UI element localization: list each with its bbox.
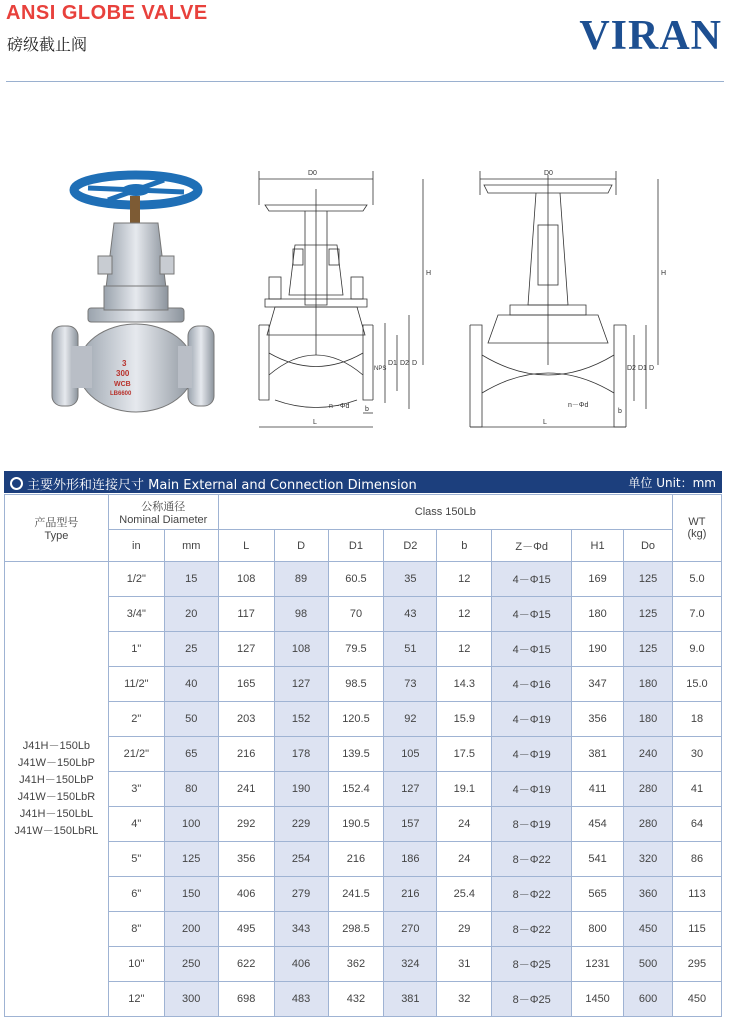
table-cell: 24 xyxy=(437,842,492,877)
table-cell: 240 xyxy=(624,737,673,772)
table-cell: 250 xyxy=(164,947,218,982)
table-cell: 152.4 xyxy=(328,772,384,807)
unit-label: 单位 Unit：mm xyxy=(628,476,716,490)
table-cell: 32 xyxy=(437,982,492,1017)
label-nphid: n－Φd xyxy=(329,403,350,410)
table-cell: 98 xyxy=(274,597,328,632)
table-cell: 3" xyxy=(108,772,164,807)
table-cell: 216 xyxy=(384,877,437,912)
table-cell: 108 xyxy=(274,632,328,667)
photo-marking-4: LB6600 xyxy=(110,391,132,397)
table-cell: 4－Φ19 xyxy=(492,702,572,737)
table-cell: 180 xyxy=(624,702,673,737)
table-cell: 300 xyxy=(164,982,218,1017)
table-cell: 800 xyxy=(572,912,624,947)
type-model: J41H－150LbP xyxy=(19,774,94,786)
table-cell: 565 xyxy=(572,877,624,912)
table-cell: 8" xyxy=(108,912,164,947)
section-title xyxy=(10,474,417,493)
table-cell: 169 xyxy=(572,562,624,597)
table-cell: 60.5 xyxy=(328,562,384,597)
table-row xyxy=(5,702,722,737)
table-cell: 8－Φ25 xyxy=(492,982,572,1017)
table-cell: 40 xyxy=(164,667,218,702)
page-title: ANSI GLOBE VALVE xyxy=(6,2,208,24)
table-cell: 30 xyxy=(672,737,721,772)
valve-drawing-section xyxy=(458,165,678,435)
type-model: J41W－150LbRL xyxy=(14,825,99,837)
column-header: b xyxy=(437,530,492,562)
photo-marking-2: 300 xyxy=(116,369,130,378)
table-cell: 152 xyxy=(274,702,328,737)
table-cell: 15.9 xyxy=(437,702,492,737)
table-cell: 698 xyxy=(218,982,274,1017)
table-row xyxy=(5,737,722,772)
table-cell: 125 xyxy=(624,632,673,667)
table-cell: 64 xyxy=(672,807,721,842)
type-model: J41H－150Lb xyxy=(22,740,91,752)
label-d2-2: D2 xyxy=(627,365,636,372)
table-row xyxy=(5,842,722,877)
table-cell: 4－Φ15 xyxy=(492,562,572,597)
table-cell: 127 xyxy=(274,667,328,702)
table-row xyxy=(5,807,722,842)
table-row xyxy=(5,632,722,667)
table-cell: 3/4" xyxy=(108,597,164,632)
table-cell: 80 xyxy=(164,772,218,807)
table-cell: 280 xyxy=(624,772,673,807)
table-row xyxy=(5,877,722,912)
table-cell: 113 xyxy=(672,877,721,912)
label-h: H xyxy=(426,270,432,277)
header-type xyxy=(5,495,109,562)
table-cell: 127 xyxy=(218,632,274,667)
label-l: L xyxy=(313,419,317,426)
table-cell: 411 xyxy=(572,772,624,807)
table-cell: 108 xyxy=(218,562,274,597)
table-cell: 347 xyxy=(572,667,624,702)
table-cell: 125 xyxy=(624,562,673,597)
table-cell: 18 xyxy=(672,702,721,737)
table-cell: 292 xyxy=(218,807,274,842)
table-cell: 157 xyxy=(384,807,437,842)
table-cell: 120.5 xyxy=(328,702,384,737)
table-cell: 165 xyxy=(218,667,274,702)
table-cell: 65 xyxy=(164,737,218,772)
table-cell: 5.0 xyxy=(672,562,721,597)
table-cell: 70 xyxy=(328,597,384,632)
table-row xyxy=(5,772,722,807)
valve-drawing-front xyxy=(245,165,445,435)
label-nps: NPS xyxy=(374,366,387,372)
type-cell xyxy=(5,562,109,1017)
table-cell: 203 xyxy=(218,702,274,737)
table-cell: 73 xyxy=(384,667,437,702)
table-cell: 8－Φ22 xyxy=(492,877,572,912)
table-cell: 41 xyxy=(672,772,721,807)
table-cell: 356 xyxy=(572,702,624,737)
table-cell: 200 xyxy=(164,912,218,947)
table-cell: 450 xyxy=(624,912,673,947)
section-title-text: 主要外形和连接尺寸 Main External and Connection Dimension xyxy=(27,478,417,493)
table-cell: 15 xyxy=(164,562,218,597)
table-cell: 4－Φ15 xyxy=(492,632,572,667)
table-cell: 92 xyxy=(384,702,437,737)
label-d: D xyxy=(412,360,418,367)
table-cell: 35 xyxy=(384,562,437,597)
type-model: J41H－150LbL xyxy=(19,808,94,820)
table-cell: 4－Φ16 xyxy=(492,667,572,702)
table-cell: 125 xyxy=(624,597,673,632)
section-header-band xyxy=(4,471,722,493)
header-wt xyxy=(672,495,721,562)
label-l-2: L xyxy=(543,419,547,426)
column-header: in xyxy=(108,530,164,562)
table-cell: 4－Φ19 xyxy=(492,737,572,772)
table-cell: 12 xyxy=(437,562,492,597)
table-cell: 454 xyxy=(572,807,624,842)
valve-photo xyxy=(48,168,218,428)
table-cell: 241.5 xyxy=(328,877,384,912)
table-cell: 25 xyxy=(164,632,218,667)
table-cell: 450 xyxy=(672,982,721,1017)
table-cell: 12" xyxy=(108,982,164,1017)
table-cell: 89 xyxy=(274,562,328,597)
table-cell: 180 xyxy=(572,597,624,632)
table-cell: 6" xyxy=(108,877,164,912)
table-cell: 12 xyxy=(437,597,492,632)
table-cell: 180 xyxy=(624,667,673,702)
column-header: D2 xyxy=(384,530,437,562)
table-cell: 406 xyxy=(274,947,328,982)
column-header: mm xyxy=(164,530,218,562)
table-cell: 324 xyxy=(384,947,437,982)
label-d0-2: D0 xyxy=(544,170,553,177)
label-b-2: b xyxy=(618,408,622,415)
circle-bullet-icon xyxy=(10,477,23,490)
table-cell: 51 xyxy=(384,632,437,667)
label-d2: D2 xyxy=(400,360,409,367)
column-header: H1 xyxy=(572,530,624,562)
table-cell: 381 xyxy=(384,982,437,1017)
header-divider xyxy=(6,81,724,82)
table-cell: 362 xyxy=(328,947,384,982)
label-h-2: H xyxy=(661,270,667,277)
column-header: D xyxy=(274,530,328,562)
table-row xyxy=(5,667,722,702)
table-cell: 320 xyxy=(624,842,673,877)
table-cell: 43 xyxy=(384,597,437,632)
table-cell: 20 xyxy=(164,597,218,632)
table-cell: 115 xyxy=(672,912,721,947)
table-row xyxy=(5,597,722,632)
table-cell: 279 xyxy=(274,877,328,912)
brand-logo: VIRAN xyxy=(579,13,722,59)
table-cell: 10" xyxy=(108,947,164,982)
table-cell: 98.5 xyxy=(328,667,384,702)
table-cell: 186 xyxy=(384,842,437,877)
table-cell: 190 xyxy=(572,632,624,667)
table-cell: 270 xyxy=(384,912,437,947)
header-type-en: Type xyxy=(44,530,69,542)
label-d-2: D xyxy=(649,365,655,372)
table-cell: 381 xyxy=(572,737,624,772)
table-cell: 4" xyxy=(108,807,164,842)
table-cell: 216 xyxy=(328,842,384,877)
table-cell: 5" xyxy=(108,842,164,877)
table-cell: 254 xyxy=(274,842,328,877)
table-cell: 11/2" xyxy=(108,667,164,702)
table-cell: 31 xyxy=(437,947,492,982)
table-cell: 19.1 xyxy=(437,772,492,807)
table-cell: 12 xyxy=(437,632,492,667)
table-cell: 9.0 xyxy=(672,632,721,667)
column-header: D1 xyxy=(328,530,384,562)
table-cell: 8－Φ22 xyxy=(492,842,572,877)
table-cell: 343 xyxy=(274,912,328,947)
header-nominal xyxy=(108,495,218,530)
type-model: J41W－150LbR xyxy=(17,791,96,803)
table-cell: 2" xyxy=(108,702,164,737)
table-cell: 406 xyxy=(218,877,274,912)
table-cell: 483 xyxy=(274,982,328,1017)
table-row xyxy=(5,912,722,947)
table-cell: 600 xyxy=(624,982,673,1017)
table-cell: 105 xyxy=(384,737,437,772)
table-cell: 8－Φ19 xyxy=(492,807,572,842)
label-d0: D0 xyxy=(308,170,317,177)
table-cell: 1/2" xyxy=(108,562,164,597)
table-cell: 360 xyxy=(624,877,673,912)
header-nominal-cn: 公称通径 xyxy=(141,501,186,513)
table-row xyxy=(5,562,722,597)
photo-marking-3: WCB xyxy=(114,381,131,388)
table-cell: 7.0 xyxy=(672,597,721,632)
table-cell: 86 xyxy=(672,842,721,877)
column-header: Z－Φd xyxy=(492,530,572,562)
header-wt-label: WT xyxy=(688,516,706,528)
table-cell: 432 xyxy=(328,982,384,1017)
table-cell: 117 xyxy=(218,597,274,632)
table-cell: 4－Φ19 xyxy=(492,772,572,807)
table-cell: 280 xyxy=(624,807,673,842)
label-b: b xyxy=(365,406,369,413)
header-class: Class 150Lb xyxy=(218,495,672,530)
table-cell: 190 xyxy=(274,772,328,807)
header-nominal-en: Nominal Diameter xyxy=(119,514,208,526)
table-cell: 1450 xyxy=(572,982,624,1017)
table-cell: 495 xyxy=(218,912,274,947)
table-cell: 241 xyxy=(218,772,274,807)
table-cell: 139.5 xyxy=(328,737,384,772)
table-cell: 50 xyxy=(164,702,218,737)
dimension-table xyxy=(4,494,722,1017)
table-cell: 127 xyxy=(384,772,437,807)
table-cell: 15.0 xyxy=(672,667,721,702)
table-cell: 100 xyxy=(164,807,218,842)
header-wt-unit: (kg) xyxy=(687,528,707,540)
label-d1-2: D1 xyxy=(638,365,647,372)
table-cell: 8－Φ25 xyxy=(492,947,572,982)
table-cell: 29 xyxy=(437,912,492,947)
table-cell: 1231 xyxy=(572,947,624,982)
table-row xyxy=(5,982,722,1017)
label-d1: D1 xyxy=(388,360,397,367)
table-cell: 25.4 xyxy=(437,877,492,912)
table-cell: 14.3 xyxy=(437,667,492,702)
table-cell: 24 xyxy=(437,807,492,842)
table-cell: 622 xyxy=(218,947,274,982)
label-nphid-2: n－Φd xyxy=(568,402,589,409)
table-cell: 79.5 xyxy=(328,632,384,667)
table-cell: 17.5 xyxy=(437,737,492,772)
header-type-cn: 产品型号 xyxy=(34,517,79,529)
table-cell: 1" xyxy=(108,632,164,667)
table-cell: 295 xyxy=(672,947,721,982)
column-header: Do xyxy=(624,530,673,562)
photo-marking-1: 3 xyxy=(122,359,127,368)
table-cell: 229 xyxy=(274,807,328,842)
table-cell: 150 xyxy=(164,877,218,912)
table-cell: 125 xyxy=(164,842,218,877)
table-cell: 178 xyxy=(274,737,328,772)
page-subtitle: 磅级截止阀 xyxy=(7,35,88,54)
table-cell: 298.5 xyxy=(328,912,384,947)
table-cell: 8－Φ22 xyxy=(492,912,572,947)
table-cell: 4－Φ15 xyxy=(492,597,572,632)
table-cell: 21/2" xyxy=(108,737,164,772)
table-cell: 216 xyxy=(218,737,274,772)
table-cell: 356 xyxy=(218,842,274,877)
column-header: L xyxy=(218,530,274,562)
table-cell: 190.5 xyxy=(328,807,384,842)
table-cell: 500 xyxy=(624,947,673,982)
type-model: J41W－150LbP xyxy=(17,757,95,769)
table-cell: 541 xyxy=(572,842,624,877)
table-row xyxy=(5,947,722,982)
